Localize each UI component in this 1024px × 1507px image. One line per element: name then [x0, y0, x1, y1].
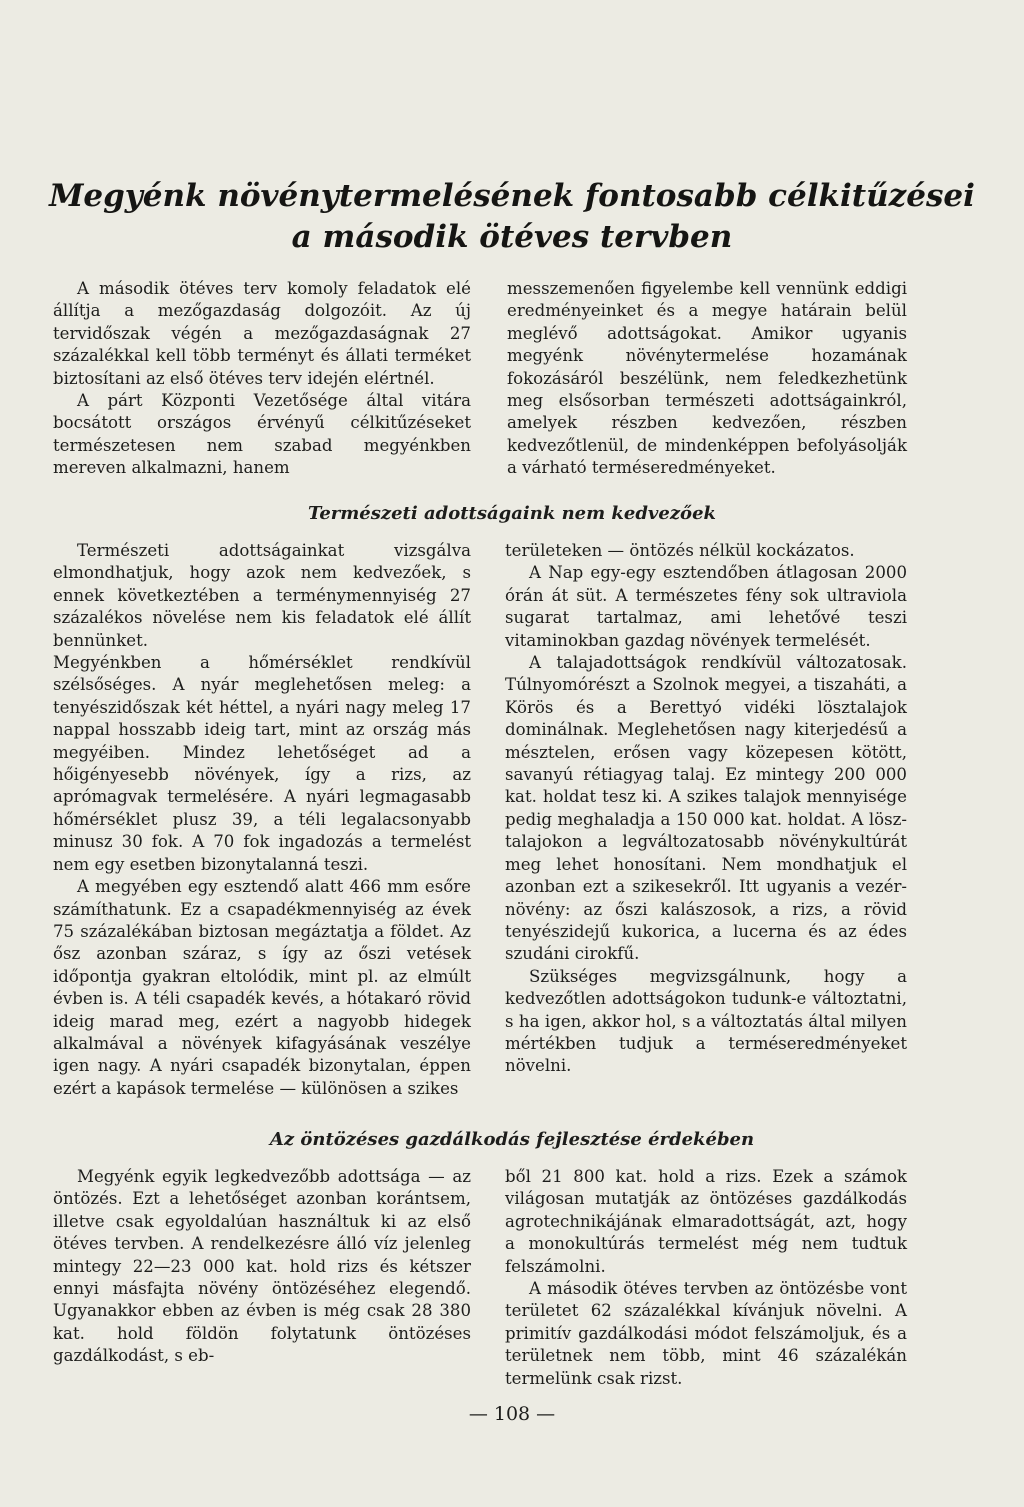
paragraph: A második ötéves terv komoly feladatok elé állítja a mezőgazdaság dolgozóit. Az új tervidőszak végén a mezőgazdaságnak 27 százalékkal kell több terményt és állati terméket biztosítani az első ötéves terv idején elértnél.: [53, 279, 471, 388]
natural-conditions-right-column: [505, 540, 907, 1078]
irrigation-right-column: [505, 1166, 907, 1390]
intro-left-column: [53, 278, 471, 480]
paragraph: Természeti adottságainkat vizsgálva elmondhatjuk, hogy azok nem kedvezőek, s ennek következtében a terménymennyiség 27 százalékos növelése nem kis feladatok elé állít bennünket.: [53, 541, 471, 650]
section-heading-irrigation: Az öntözéses gazdálkodás fejlesztése érdekében: [269, 1129, 755, 1150]
paragraph: A második ötéves tervben az öntözésbe vont területet 62 százalékkal kívánjuk növelni. A primitív gazdálkodási módot felszámoljuk, és a területnek nem több, mint 46 százalékán termelünk csak rizst.: [505, 1279, 907, 1388]
paragraph: Szükséges megvizsgálnunk, hogy a kedvezőtlen adottságokon tudunk-e változtatni, s ha igen, akkor hol, s a változtatás által milyen mértékben tudjuk a terméseredményeket növelni.: [505, 966, 907, 1076]
title-line-1: Megyénk növénytermelésének fontosabb célkitűzései: [49, 178, 975, 214]
section-heading-natural-conditions: Természeti adottságaink nem kedvezőek: [307, 503, 716, 524]
paragraph: A talajadottságok rendkívül változatosak. Túlnyomórészt a Szolnok megyei, a tiszaháti, a Körös és a Berettyó vidéki lösztalajok dominálnak. Meglehetősen nagy kiterjedésű a mésztelen, erősen vagy közepesen kötött, savanyú rétiagyag talaj. Ez mintegy 200 000 kat. holdat tesz ki. A szikes talajok mennyisége pedig meghaladja a 150 000 kat. holdat. A lösz-talajokon a legváltozatosabb növénykultúrát meg lehet honosítani. Nem mondhatjuk el azonban ezt a szikesekről. Itt ugyanis a vezér-növény: az őszi kalászosok, a rizs, a rövid tenyészidejű kukorica, a lucerna és az édes szudáni cirokfű.: [505, 653, 907, 964]
paragraph: területeken — öntözés nélkül kockázatos.: [505, 541, 855, 560]
paragraph: ből 21 800 kat. hold a rizs. Ezek a számok világosan mutatják az öntözéses gazdálkodás agrotechnikájának elmaradottságát, azt, hogy a monokultúrás termelést még nem tudtuk felszámolni.: [505, 1167, 907, 1276]
natural-conditions-left-column: [53, 540, 471, 1100]
paragraph: Megyénk egyik legkedvezőbb adottsága — az öntözés. Ezt a lehetőséget azonban korántsem, illetve csak egyoldalúan használtuk ki az első ötéves tervben. A rendelkezésre álló víz jelenleg mintegy 22—23 000 kat. hold rizs és kétszer ennyi másfajta növény öntözéséhez elegendő. Ugyanakkor ebben az évben is még csak 28 380 kat. hold földön folytatunk öntözéses gazdálkodást, s eb-: [53, 1167, 471, 1366]
paragraph: Megyénkben a hőmérséklet rendkívül szélsőséges. A nyár meglehetősen meleg: a tenyészidőszak két héttel, a nyári nagy meleg 17 nappal hosszabb ideig tart, mint az ország más megyéiben. Mindez lehetőséget ad a hőigényesebb növények, így a rizs, az aprómagvak termelésére. A nyári legmagasabb hőmérséklet plusz 39, a téli legalacsonyabb minusz 30 fok. A 70 fok ingadozás a termelést nem egy esetben bizonytalanná teszi.: [53, 653, 471, 874]
paragraph: A megyében egy esztendő alatt 466 mm esőre számíthatunk. Ez a csapadékmennyiség az évek 75 százalékában biztosan megáztatja a földet. Az ősz azonban száraz, s így az őszi vetések időpontja gyakran eltolódik, mint pl. az elmúlt évben is. A téli csapadék kevés, a hótakaró rövid ideig marad meg, ezért a nagyobb hidegek alkalmával a növények kifagyásának veszélye igen nagy. A nyári csapadék bizonytalan, éppen ezért a kapások termelése — különösen a szikes: [53, 877, 471, 1098]
page-number: — 108 —: [468, 1403, 556, 1425]
paragraph: A párt Központi Vezetősége által vitára bocsátott országos érvényű célkitűzéseket természetesen nem szabad megyénkben mereven alkalmazni, hanem: [53, 391, 471, 478]
title-line-2: a második ötéves tervben: [291, 219, 733, 255]
page-title: [40, 176, 984, 258]
paragraph: messzemenően figyelembe kell vennünk eddigi eredményeinket és a megye határain belül meglévő adottságokat. Amikor ugyanis megyénk növénytermelése hozamának fokozásáról beszélünk, nem feledkezhetünk meg elsősorban természeti adottságainkról, amelyek részben kedvezően, részben kedvezőtlenül, de mindenképpen befolyásolják a várható terméseredményeket.: [507, 279, 907, 478]
intro-right-column: [507, 278, 907, 480]
irrigation-left-column: [53, 1166, 471, 1368]
paragraph: A Nap egy-egy esztendőben átlagosan 2000 órán át süt. A természetes fény sok ultraviola sugarat tartalmaz, ami lehetővé teszi vitaminokban gazdag növények termelését.: [505, 563, 907, 650]
